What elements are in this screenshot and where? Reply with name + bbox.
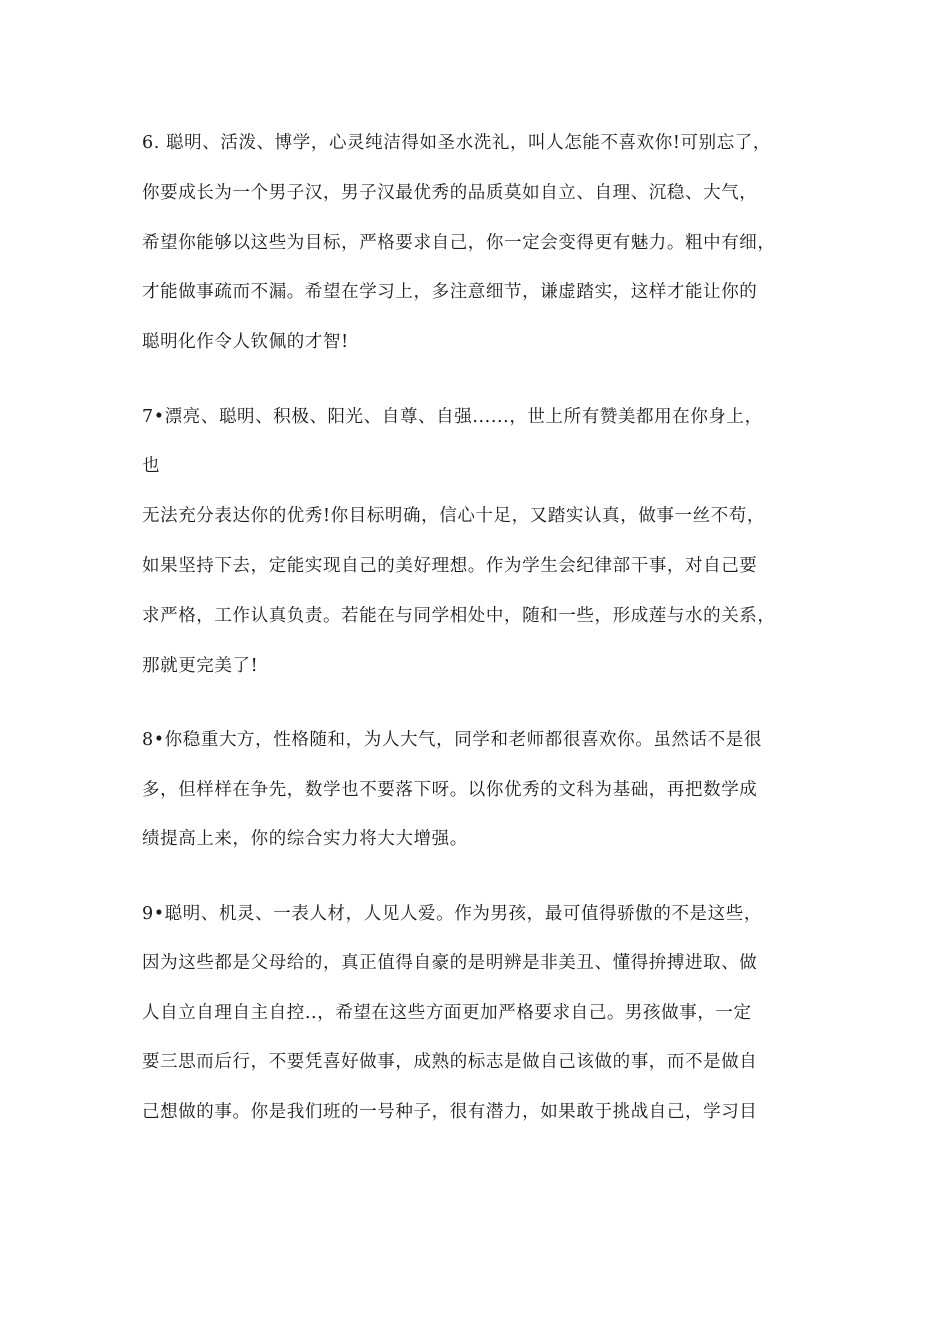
text-line: 希望你能够以这些为目标，严格要求自己，你一定会变得更有魅力。粗中有细， bbox=[142, 233, 776, 253]
text-line: 也 bbox=[142, 456, 161, 476]
text-line: 8•你稳重大方，性格随和，为人大气，同学和老师都很喜欢你。虽然话不是很 bbox=[142, 730, 762, 750]
text-line: 如果坚持下去，定能实现自己的美好理想。作为学生会纪律部干事，对自己要 bbox=[142, 556, 758, 576]
text-line: 7•漂亮、聪明、积极、阳光、自尊、自强......，世上所有赞美都用在你身上， bbox=[142, 407, 763, 427]
text-line: 才能做事疏而不漏。希望在学习上，多注意细节，谦虚踏实，这样才能让你的 bbox=[142, 282, 758, 302]
text-line: 要三思而后行，不要凭喜好做事，成熟的标志是做自己该做的事，而不是做自 bbox=[142, 1052, 758, 1072]
text-line: 聪明化作令人钦佩的才智! bbox=[142, 332, 349, 352]
text-line: 人自立自理自主自控..，希望在这些方面更加严格要求自己。男孩做事，一定 bbox=[142, 1003, 752, 1023]
text-line: 己想做的事。你是我们班的一号种子，很有潜力，如果敢于挑战自己，学习目 bbox=[142, 1102, 758, 1122]
text-line: 因为这些都是父母给的，真正值得自豪的是明辨是非美丑、懂得拚搏进取、做 bbox=[142, 953, 758, 973]
text-line: 9•聪明、机灵、一表人材，人见人爱。作为男孩，最可值得骄傲的不是这些， bbox=[142, 904, 762, 924]
text-line: 绩提高上来，你的综合实力将大大增强。 bbox=[142, 829, 468, 849]
text-line: 求严格，工作认真负责。若能在与同学相处中，随和一些，形成莲与水的关系， bbox=[142, 606, 776, 626]
text-line: 无法充分表达你的优秀!你目标明确，信心十足，又踏实认真，做事一丝不苟， bbox=[142, 506, 766, 526]
text-line: 那就更完美了! bbox=[142, 656, 259, 676]
text-line: 你要成长为一个男子汉，男子汉最优秀的品质莫如自立、自理、沉稳、大气， bbox=[142, 183, 758, 203]
text-line: 6. 聪明、活泼、博学，心灵纯洁得如圣水洗礼，叫人怎能不喜欢你!可别忘了， bbox=[142, 133, 771, 153]
text-line: 多，但样样在争先，数学也不要落下呀。以你优秀的文科为基础，再把数学成 bbox=[142, 780, 758, 800]
